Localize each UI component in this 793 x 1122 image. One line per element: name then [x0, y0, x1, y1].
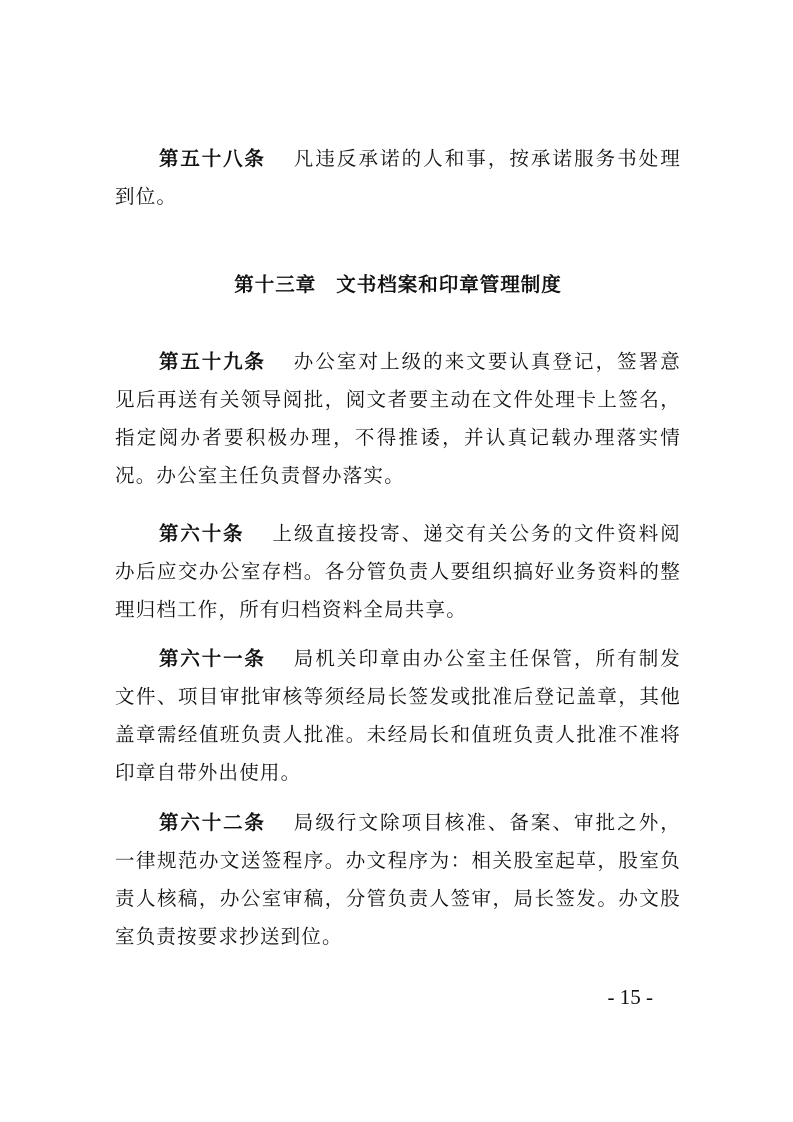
article-text: 凡违反承诺的人和事，按承诺服务书处理到位。 [115, 147, 681, 208]
article-61 [115, 640, 681, 792]
article-text: 局级行文除项目核准、备案、审批之外，一律规范办文送签程序。办文程序为：相关股室起草，股室负责人核稿，办公室审稿，分管负责人签审，局长签发。办文股室负责按要求抄送到位。 [115, 811, 681, 948]
chapter-title: 文书档案和印章管理制度 [336, 273, 562, 296]
article-text: 办公室对上级的来文要认真登记，签署意见后再送有关领导阅批，阅文者要主动在文件处理卡上签名，指定阅办者要积极办理，不得推诿，并认真记载办理落实情况。办公室主任负责督办落实。 [115, 350, 681, 487]
page-number: - 15 - [607, 985, 653, 1009]
article-label: 第五十八条 [159, 147, 266, 170]
chapter-number: 第十三章 [234, 273, 317, 296]
article-60 [115, 515, 681, 629]
chapter-heading [115, 266, 681, 304]
article-label: 第六十二条 [159, 811, 266, 834]
article-58 [115, 140, 681, 216]
article-62 [115, 804, 681, 956]
article-label: 第六十一条 [159, 647, 266, 670]
article-text: 局机关印章由办公室主任保管，所有制发文件、项目审批审核等须经局长签发或批准后登记盖章，其他盖章需经值班负责人批准。未经局长和值班负责人批准不准将印章自带外出使用。 [115, 647, 681, 784]
article-label: 第六十条 [159, 522, 245, 545]
article-text: 上级直接投寄、递交有关公务的文件资料阅办后应交办公室存档。各分管负责人要组织搞好业务资料的整理归档工作，所有归档资料全局共享。 [115, 522, 681, 621]
article-label: 第五十九条 [159, 350, 266, 373]
article-59 [115, 343, 681, 495]
